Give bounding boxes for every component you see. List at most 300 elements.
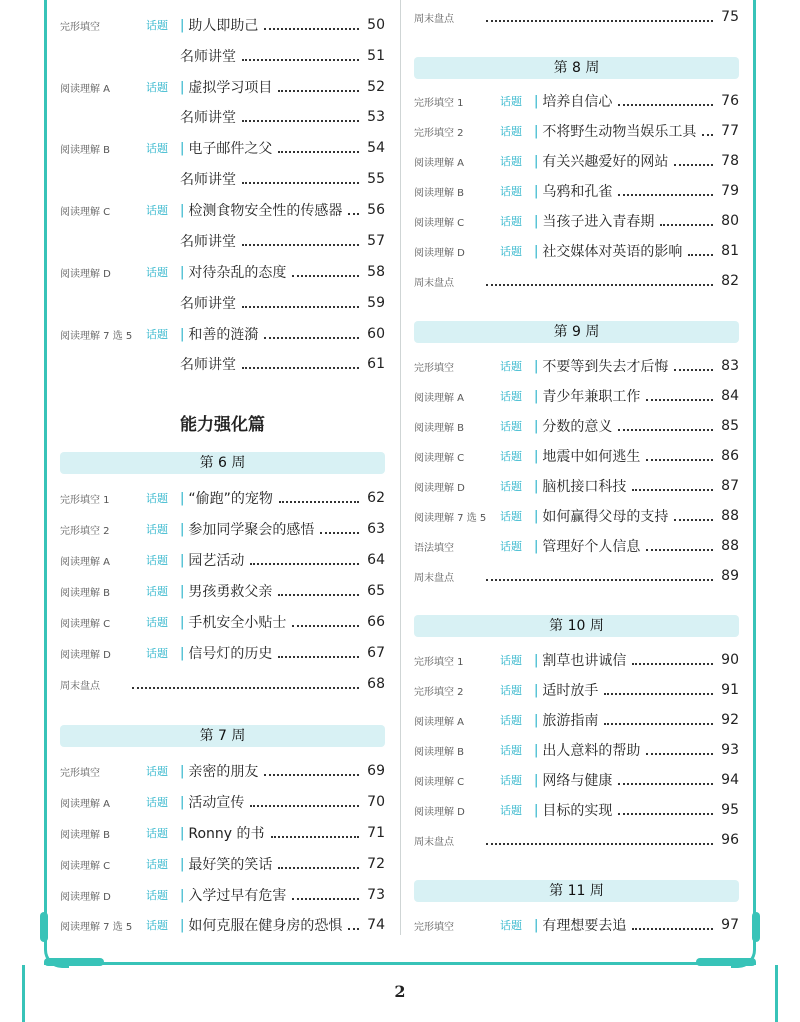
topic-tag: 话题 <box>500 744 522 757</box>
entry-category: 阅读理解 A <box>60 83 111 95</box>
leader-dots <box>292 898 359 900</box>
separator-bar: | <box>534 712 539 728</box>
separator-bar: | <box>534 742 539 758</box>
toc-entry[interactable] <box>60 14 385 36</box>
topic-tag: 话题 <box>146 266 168 279</box>
separator-bar: | <box>534 123 539 139</box>
frame-tab-right <box>752 912 760 942</box>
toc-review-entry[interactable] <box>414 829 739 851</box>
entry-page: 96 <box>721 832 739 848</box>
leader-dots <box>632 663 713 665</box>
frame-tab-left <box>40 912 48 942</box>
entry-page: 80 <box>721 213 739 229</box>
topic-tag: 话题 <box>146 81 168 94</box>
topic-tag: 话题 <box>146 142 168 155</box>
topic-tag: 话题 <box>500 450 522 463</box>
entry-category: 阅读理解 7 选 5 <box>414 512 487 524</box>
toc-entry[interactable] <box>60 611 385 633</box>
leader-dots <box>674 164 713 166</box>
entry-page: 50 <box>367 17 385 33</box>
leader-dots <box>348 213 359 215</box>
toc-entry[interactable] <box>414 914 739 936</box>
separator-bar: | <box>180 490 185 506</box>
entry-title: 名师讲堂 <box>180 172 236 188</box>
entry-page: 59 <box>367 295 385 311</box>
entry-page: 72 <box>367 856 385 872</box>
entry-category: 周末盘点 <box>414 13 454 25</box>
separator-bar: | <box>534 183 539 199</box>
entry-title: 有理想要去追 <box>542 918 627 934</box>
topic-tag: 话题 <box>146 858 168 871</box>
toc-entry[interactable] <box>60 106 385 128</box>
entry-category: 周末盘点 <box>414 836 454 848</box>
entry-title: 电子邮件之父 <box>188 141 273 157</box>
topic-tag: 话题 <box>500 95 522 108</box>
topic-tag: 话题 <box>146 765 168 778</box>
toc-entry[interactable] <box>414 90 739 112</box>
entry-page: 85 <box>721 418 739 434</box>
toc-entry[interactable] <box>60 642 385 664</box>
leader-dots <box>486 20 713 22</box>
leader-dots <box>264 337 359 339</box>
leader-dots <box>486 843 713 845</box>
entry-title: 地震中如何逃生 <box>542 449 641 465</box>
separator-bar: | <box>180 794 185 810</box>
entry-title: 脑机接口科技 <box>542 479 627 495</box>
topic-tag: 话题 <box>500 919 522 932</box>
separator-bar: | <box>534 418 539 434</box>
toc-entry[interactable] <box>414 475 739 497</box>
separator-bar: | <box>180 917 185 933</box>
entry-title: 出人意料的帮助 <box>542 743 641 759</box>
separator-bar: | <box>180 264 185 280</box>
entry-category: 阅读理解 A <box>414 716 465 728</box>
entry-page: 79 <box>721 183 739 199</box>
entry-category: 阅读理解 A <box>414 157 465 169</box>
separator-bar: | <box>180 202 185 218</box>
entry-category: 阅读理解 7 选 5 <box>60 921 133 933</box>
separator-bar: | <box>534 652 539 668</box>
entry-title: 青少年兼职工作 <box>542 389 641 405</box>
entry-page: 87 <box>721 478 739 494</box>
toc-entry[interactable] <box>414 120 739 142</box>
entry-category: 阅读理解 B <box>414 422 465 434</box>
entry-title: 参加同学聚会的感悟 <box>188 522 315 538</box>
leader-dots <box>242 182 359 184</box>
topic-tag: 话题 <box>146 616 168 629</box>
separator-bar: | <box>534 153 539 169</box>
entry-title: 社交媒体对英语的影响 <box>542 244 683 260</box>
leader-dots <box>348 928 359 930</box>
leader-dots <box>646 399 713 401</box>
leader-dots <box>618 429 713 431</box>
toc-entry[interactable] <box>60 45 385 67</box>
separator-bar: | <box>180 856 185 872</box>
entry-category: 完形填空 2 <box>414 686 464 698</box>
toc-entry[interactable] <box>60 353 385 375</box>
separator-bar: | <box>534 478 539 494</box>
entry-category: 阅读理解 C <box>60 618 111 630</box>
entry-page: 89 <box>721 568 739 584</box>
entry-page: 57 <box>367 233 385 249</box>
toc-entry[interactable] <box>60 199 385 221</box>
toc-entry[interactable] <box>60 914 385 936</box>
leader-dots <box>604 693 713 695</box>
toc-entry[interactable] <box>60 230 385 252</box>
separator-bar: | <box>534 538 539 554</box>
entry-page: 74 <box>367 917 385 933</box>
leader-dots <box>646 753 713 755</box>
toc-entry[interactable] <box>60 884 385 906</box>
topic-tag: 话题 <box>500 804 522 817</box>
entry-title: 如何赢得父母的支持 <box>542 509 669 525</box>
toc-entry[interactable] <box>60 760 385 782</box>
entry-page: 76 <box>721 93 739 109</box>
entry-title: 如何克服在健身房的恐惧 <box>188 918 343 934</box>
leader-dots <box>242 59 359 61</box>
entry-category: 阅读理解 D <box>414 806 465 818</box>
entry-title: 分数的意义 <box>542 419 613 435</box>
leader-dots <box>271 836 359 838</box>
separator-bar: | <box>534 802 539 818</box>
separator-bar: | <box>180 583 185 599</box>
topic-tag: 话题 <box>500 540 522 553</box>
separator-bar: | <box>534 93 539 109</box>
entry-title: 名师讲堂 <box>180 49 236 65</box>
entry-title: 旅游指南 <box>542 713 599 729</box>
entry-category: 阅读理解 B <box>414 187 465 199</box>
toc-entry[interactable] <box>414 385 739 407</box>
entry-title: 和善的涟漪 <box>188 327 259 343</box>
toc-entry[interactable] <box>60 549 385 571</box>
leader-dots <box>242 120 359 122</box>
toc-entry[interactable] <box>414 210 739 232</box>
entry-page: 90 <box>721 652 739 668</box>
toc-review-entry[interactable] <box>414 270 739 292</box>
toc-entry[interactable] <box>414 445 739 467</box>
entry-page: 86 <box>721 448 739 464</box>
week-header-7: 第 7 周 <box>60 725 385 747</box>
entry-page: 65 <box>367 583 385 599</box>
entry-category: 完形填空 <box>414 921 454 933</box>
entry-page: 55 <box>367 171 385 187</box>
topic-tag: 话题 <box>500 215 522 228</box>
entry-title: 虚拟学习项目 <box>188 80 273 96</box>
toc-entry[interactable] <box>414 505 739 527</box>
leader-dots <box>278 656 359 658</box>
topic-tag: 话题 <box>146 919 168 932</box>
entry-page: 58 <box>367 264 385 280</box>
topic-tag: 话题 <box>146 647 168 660</box>
separator-bar: | <box>534 508 539 524</box>
topic-tag: 话题 <box>146 889 168 902</box>
leader-dots <box>486 579 713 581</box>
topic-tag: 话题 <box>146 328 168 341</box>
entry-title: 适时放手 <box>542 683 599 699</box>
entry-category: 阅读理解 B <box>60 587 111 599</box>
entry-page: 88 <box>721 538 739 554</box>
entry-title: 助人即助己 <box>188 18 259 34</box>
toc-entry[interactable] <box>414 355 739 377</box>
entry-category: 阅读理解 A <box>60 556 111 568</box>
frame-tab-bottom-left <box>44 958 104 966</box>
topic-tag: 话题 <box>500 390 522 403</box>
entry-title: 最好笑的笑话 <box>188 857 273 873</box>
toc-entry[interactable] <box>60 76 385 98</box>
toc-entry[interactable] <box>60 168 385 190</box>
toc-entry[interactable] <box>60 580 385 602</box>
entry-page: 88 <box>721 508 739 524</box>
entry-category: 语法填空 <box>414 542 454 554</box>
entry-page: 82 <box>721 273 739 289</box>
topic-tag: 话题 <box>500 774 522 787</box>
topic-tag: 话题 <box>146 204 168 217</box>
leader-dots <box>242 367 359 369</box>
entry-page: 73 <box>367 887 385 903</box>
entry-title: 培养自信心 <box>542 94 613 110</box>
topic-tag: 话题 <box>500 245 522 258</box>
entry-title: 对待杂乱的态度 <box>188 265 287 281</box>
entry-title: Ronny 的书 <box>188 826 265 842</box>
entry-page: 95 <box>721 802 739 818</box>
entry-category: 阅读理解 7 选 5 <box>60 330 133 342</box>
entry-category: 完形填空 2 <box>60 525 110 537</box>
leader-dots <box>486 284 713 286</box>
leader-dots <box>278 151 359 153</box>
leader-dots <box>292 625 359 627</box>
entry-title: 割草也讲诚信 <box>542 653 627 669</box>
leader-dots <box>320 532 359 534</box>
toc-entry[interactable] <box>60 487 385 509</box>
entry-category: 阅读理解 B <box>60 144 111 156</box>
separator-bar: | <box>180 645 185 661</box>
entry-page: 70 <box>367 794 385 810</box>
topic-tag: 话题 <box>500 185 522 198</box>
leader-dots <box>604 723 713 725</box>
frame-right-border <box>753 0 756 948</box>
topic-tag: 话题 <box>146 796 168 809</box>
entry-category: 阅读理解 C <box>414 776 465 788</box>
toc-entry[interactable] <box>60 137 385 159</box>
entry-title: 检测食物安全性的传感器 <box>188 203 343 219</box>
entry-page: 91 <box>721 682 739 698</box>
leader-dots <box>250 563 359 565</box>
toc-review-entry[interactable] <box>414 6 739 28</box>
toc-entry[interactable] <box>414 709 739 731</box>
entry-title: 男孩勇救父亲 <box>188 584 273 600</box>
leader-dots <box>632 489 713 491</box>
leader-dots <box>242 306 359 308</box>
topic-tag: 话题 <box>500 480 522 493</box>
separator-bar: | <box>534 358 539 374</box>
separator-bar: | <box>180 326 185 342</box>
entry-page: 64 <box>367 552 385 568</box>
separator-bar: | <box>534 772 539 788</box>
toc-entry[interactable] <box>60 822 385 844</box>
topic-tag: 话题 <box>500 420 522 433</box>
entry-title: 目标的实现 <box>542 803 613 819</box>
separator-bar: | <box>534 682 539 698</box>
leader-dots <box>674 369 713 371</box>
leader-dots <box>250 805 359 807</box>
frame-tab-bottom-right <box>696 958 756 966</box>
entry-page: 83 <box>721 358 739 374</box>
entry-title: 有关兴趣爱好的网站 <box>542 154 669 170</box>
leader-dots <box>646 549 713 551</box>
entry-category: 周末盘点 <box>60 680 100 692</box>
toc-entry[interactable] <box>414 180 739 202</box>
entry-category: 阅读理解 C <box>414 452 465 464</box>
entry-page: 81 <box>721 243 739 259</box>
topic-tag: 话题 <box>146 492 168 505</box>
entry-title: 园艺活动 <box>188 553 245 569</box>
separator-bar: | <box>180 79 185 95</box>
entry-page: 75 <box>721 9 739 25</box>
week-header-11: 第 11 周 <box>414 880 739 902</box>
leader-dots <box>688 254 713 256</box>
entry-page: 56 <box>367 202 385 218</box>
topic-tag: 话题 <box>500 684 522 697</box>
leader-dots <box>646 459 713 461</box>
entry-title: 网络与健康 <box>542 773 613 789</box>
toc-entry[interactable] <box>60 518 385 540</box>
separator-bar: | <box>534 243 539 259</box>
entry-category: 完形填空 1 <box>414 97 464 109</box>
toc-entry[interactable] <box>414 679 739 701</box>
entry-page: 54 <box>367 140 385 156</box>
leader-dots <box>618 783 713 785</box>
entry-title: 名师讲堂 <box>180 110 236 126</box>
entry-page: 93 <box>721 742 739 758</box>
leader-dots <box>264 28 359 30</box>
entry-page: 68 <box>367 676 385 692</box>
entry-category: 周末盘点 <box>414 572 454 584</box>
leader-dots <box>242 244 359 246</box>
entry-page: 53 <box>367 109 385 125</box>
entry-page: 51 <box>367 48 385 64</box>
leader-dots <box>132 687 359 689</box>
toc-entry[interactable] <box>414 535 739 557</box>
section-title: 能力强化篇 <box>180 415 265 435</box>
entry-title: 管理好个人信息 <box>542 539 641 555</box>
separator-bar: | <box>180 140 185 156</box>
leader-dots <box>292 275 359 277</box>
entry-page: 71 <box>367 825 385 841</box>
toc-entry[interactable] <box>60 292 385 314</box>
toc-review-entry[interactable] <box>414 565 739 587</box>
entry-category: 完形填空 2 <box>414 127 464 139</box>
topic-tag: 话题 <box>146 585 168 598</box>
leader-dots <box>674 519 713 521</box>
entry-page: 69 <box>367 763 385 779</box>
toc-entry[interactable] <box>414 649 739 671</box>
toc-entry[interactable] <box>414 415 739 437</box>
topic-tag: 话题 <box>500 654 522 667</box>
week-header-10: 第 10 周 <box>414 615 739 637</box>
toc-entry[interactable] <box>414 799 739 821</box>
entry-page: 84 <box>721 388 739 404</box>
toc-entry[interactable] <box>60 261 385 283</box>
separator-bar: | <box>180 887 185 903</box>
separator-bar: | <box>180 763 185 779</box>
entry-page: 60 <box>367 326 385 342</box>
entry-category: 阅读理解 B <box>60 829 111 841</box>
leader-dots <box>702 134 713 136</box>
entry-category: 完形填空 1 <box>414 656 464 668</box>
leader-dots <box>278 867 359 869</box>
entry-title: 不将野生动物当娱乐工具 <box>542 124 697 140</box>
entry-category: 周末盘点 <box>414 277 454 289</box>
toc-entry[interactable] <box>60 323 385 345</box>
entry-page: 97 <box>721 917 739 933</box>
entry-category: 完形填空 1 <box>60 494 110 506</box>
topic-tag: 话题 <box>500 125 522 138</box>
entry-category: 阅读理解 D <box>60 891 111 903</box>
entry-category: 阅读理解 A <box>60 798 111 810</box>
leader-dots <box>660 224 713 226</box>
toc-entry[interactable] <box>414 739 739 761</box>
separator-bar: | <box>180 825 185 841</box>
leader-dots <box>618 194 713 196</box>
entry-category: 阅读理解 C <box>414 217 465 229</box>
entry-page: 94 <box>721 772 739 788</box>
topic-tag: 话题 <box>146 19 168 32</box>
leader-dots <box>264 774 359 776</box>
entry-title: 亲密的朋友 <box>188 764 259 780</box>
separator-bar: | <box>180 521 185 537</box>
entry-category: 阅读理解 C <box>60 860 111 872</box>
toc-entry[interactable] <box>414 240 739 262</box>
leader-dots <box>618 104 713 106</box>
entry-title: 当孩子进入青春期 <box>542 214 655 230</box>
topic-tag: 话题 <box>146 554 168 567</box>
entry-title: 入学过早有危害 <box>188 888 287 904</box>
week-header-9: 第 9 周 <box>414 321 739 343</box>
topic-tag: 话题 <box>500 155 522 168</box>
entry-category: 完形填空 <box>414 362 454 374</box>
entry-page: 62 <box>367 490 385 506</box>
leader-dots <box>632 928 713 930</box>
entry-category: 阅读理解 D <box>60 649 111 661</box>
toc-entry[interactable] <box>414 769 739 791</box>
entry-category: 阅读理解 D <box>414 482 465 494</box>
entry-category: 阅读理解 A <box>414 392 465 404</box>
entry-title: 信号灯的历史 <box>188 646 273 662</box>
entry-page: 66 <box>367 614 385 630</box>
topic-tag: 话题 <box>500 360 522 373</box>
frame-left-border <box>44 0 47 948</box>
separator-bar: | <box>534 448 539 464</box>
toc-entry[interactable] <box>60 791 385 813</box>
entry-page: 92 <box>721 712 739 728</box>
entry-category: 阅读理解 D <box>414 247 465 259</box>
topic-tag: 话题 <box>146 523 168 536</box>
toc-entry[interactable] <box>60 853 385 875</box>
separator-bar: | <box>534 917 539 933</box>
leader-dots <box>278 90 359 92</box>
page-number: 2 <box>394 982 406 1001</box>
week-header-8: 第 8 周 <box>414 57 739 79</box>
column-divider <box>400 0 401 935</box>
entry-category: 完形填空 <box>60 767 100 779</box>
toc-entry[interactable] <box>414 150 739 172</box>
entry-title: 名师讲堂 <box>180 296 236 312</box>
separator-bar: | <box>534 213 539 229</box>
toc-review-entry[interactable] <box>60 673 385 695</box>
entry-page: 78 <box>721 153 739 169</box>
topic-tag: 话题 <box>146 827 168 840</box>
topic-tag: 话题 <box>500 510 522 523</box>
